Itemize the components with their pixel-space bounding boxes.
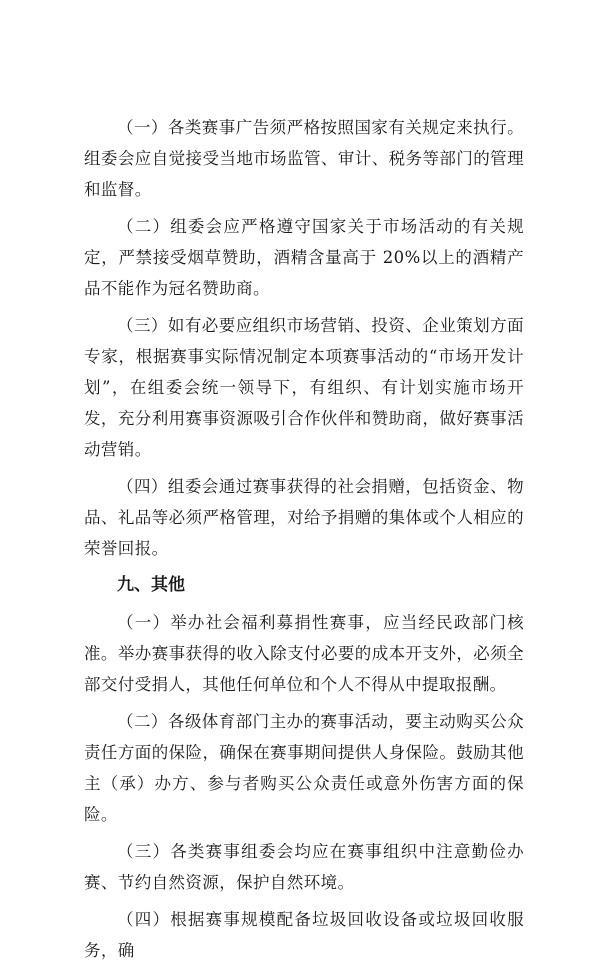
paragraph-market-development: （三）如有必要应组织市场营销、投资、企业策划方面专家，根据赛事实际情况制定本项赛事活动的“市场开发计划”，在组委会统一领导下，有组织、有计划实施市场开发，充分利用赛事资源吸引合作伙伴和赞助商，做好赛事活动营销。 [84,316,524,459]
paragraph-insurance: （二）各级体育部门主办的赛事活动，要主动购买公众责任方面的保险，确保在赛事期间提供人身保险。鼓励其他主（承）办方、参与者购买公众责任或意外伤害方面的保险。 [84,712,524,824]
paragraph-sponsorship-rules: （二）组委会应严格遵守国家关于市场活动的有关规定，严禁接受烟草赞助，酒精含量高于 20%以上的酒精产品不能作为冠名赞助商。 [84,217,524,298]
paragraph-waste-recycling: （四）根据赛事规模配备垃圾回收设备或垃圾回收服务，确 [84,910,524,960]
document-body [84,112,524,972]
paragraph-environment: （三）各类赛事组委会均应在赛事组织中注意勤俭办赛、节约自然资源，保护自然环境。 [84,842,524,892]
paragraph-charity-events: （一）举办社会福利募捐性赛事，应当经民政部门核准。举办赛事获得的收入除支付必要的成本开支外，必须全部交付受捐人，其他任何单位和个人不得从中提取报酬。 [84,613,524,694]
section-heading-other: 九、其他 [117,575,185,595]
paragraph-ad-regulations: （一）各类赛事广告须严格按照国家有关规定来执行。组委会应自觉接受当地市场监管、审计、税务等部门的管理和监督。 [84,118,524,199]
paragraph-donations: （四）组委会通过赛事获得的社会捐赠，包括资金、物品、礼品等必须严格管理，对给予捐赠的集体或个人相应的荣誉回报。 [84,477,524,558]
